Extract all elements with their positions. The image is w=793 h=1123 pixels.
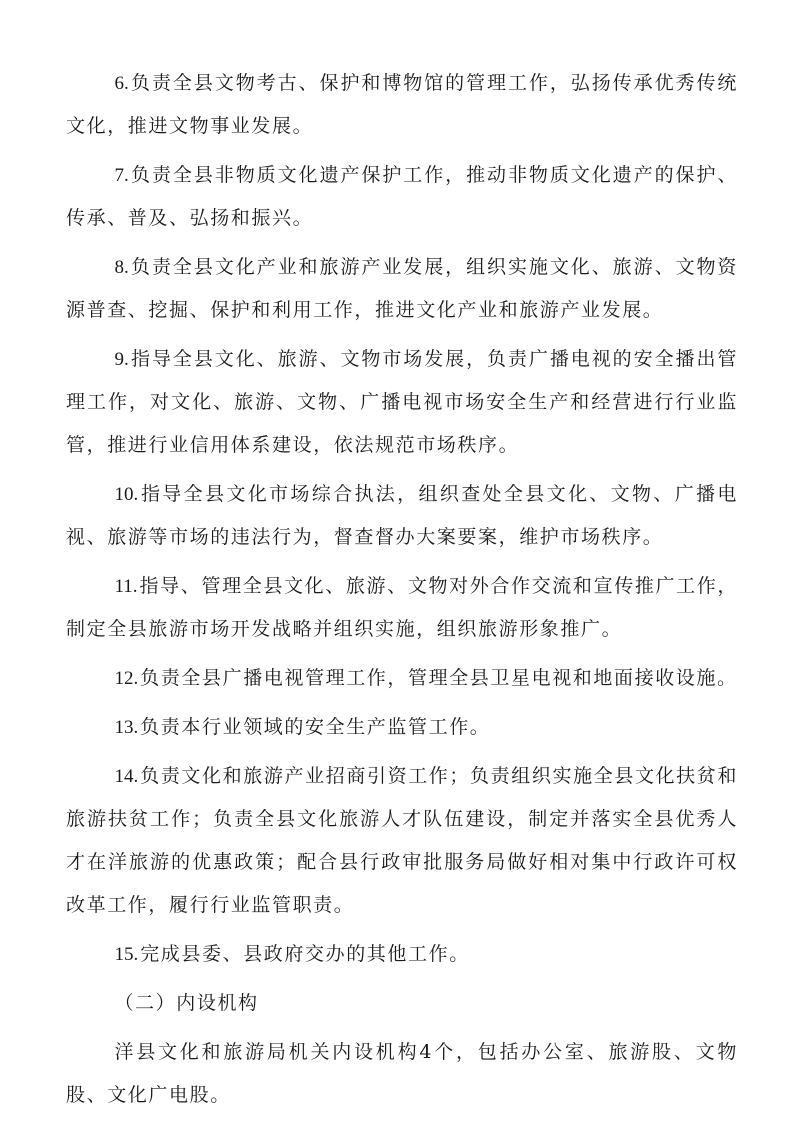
closing-paragraph: 洋县文化和旅游局机关内设机构4个，包括办公室、旅游股、文物股、文化广电股。 [66,1041,738,1106]
item-number: 14. [114,766,139,787]
item-number: 15. [114,944,139,965]
item-text: 负责全县广播电视管理工作，管理全县卫星电视和地面接收设施。 [140,667,738,689]
list-item [66,62,738,148]
list-item [66,473,738,559]
list-item [66,154,738,240]
list-item [66,565,738,651]
item-text: 指导全县文化、旅游、文物市场发展，负责广播电视的安全播出管理工作，对文化、旅游、文物、广播电视市场安全生产和经营进行行业监管，推进行业信用体系建设，依法规范市场秩序。 [66,348,738,456]
list-item [66,338,738,467]
item-number: 8. [114,257,129,278]
item-text: 负责本行业领域的安全生产监管工作。 [140,716,491,738]
list-item [66,755,738,927]
item-text: 负责文化和旅游产业招商引资工作；负责组织实施全县文化扶贫和旅游扶贫工作；负责全县文化旅游人才队伍建设，制定并落实全县优秀人才在洋旅游的优惠政策；配合县行政审批服务局做好相对集中行政许可权改革工作，履行行业监管职责。 [66,765,738,916]
item-text: 负责全县文化产业和旅游产业发展，组织实施文化、旅游、文物资源普查、挖掘、保护和利用工作，推进文化产业和旅游产业发展。 [66,256,738,321]
item-number: 11. [114,576,138,597]
section-heading: （二）内设机构 [114,992,259,1014]
item-number: 6. [114,73,129,94]
item-text: 负责全县文物考古、保护和博物馆的管理工作，弘扬传承优秀传统文化，推进文物事业发展。 [66,72,738,137]
item-number: 10. [114,484,139,505]
list-item [66,933,738,976]
list-item [66,657,738,700]
item-text: 完成县委、县政府交办的其他工作。 [140,943,470,965]
document-body [66,62,738,1123]
list-item [66,246,738,332]
item-number: 12. [114,668,139,689]
item-text: 指导、管理全县文化、旅游、文物对外合作交流和宣传推广工作，制定全县旅游市场开发战略并组织实施，组织旅游形象推广。 [66,575,738,640]
item-text: 负责全县非物质文化遗产保护工作，推动非物质文化遗产的保护、传承、普及、弘扬和振兴。 [66,164,738,229]
list-item [66,706,738,749]
item-number: 7. [114,165,129,186]
item-number: 9. [114,349,129,370]
item-number: 13. [114,717,139,738]
item-text: 指导全县文化市场综合执法，组织查处全县文化、文物、广播电视、旅游等市场的违法行为，督查督办大案要案，维护市场秩序。 [66,483,738,548]
